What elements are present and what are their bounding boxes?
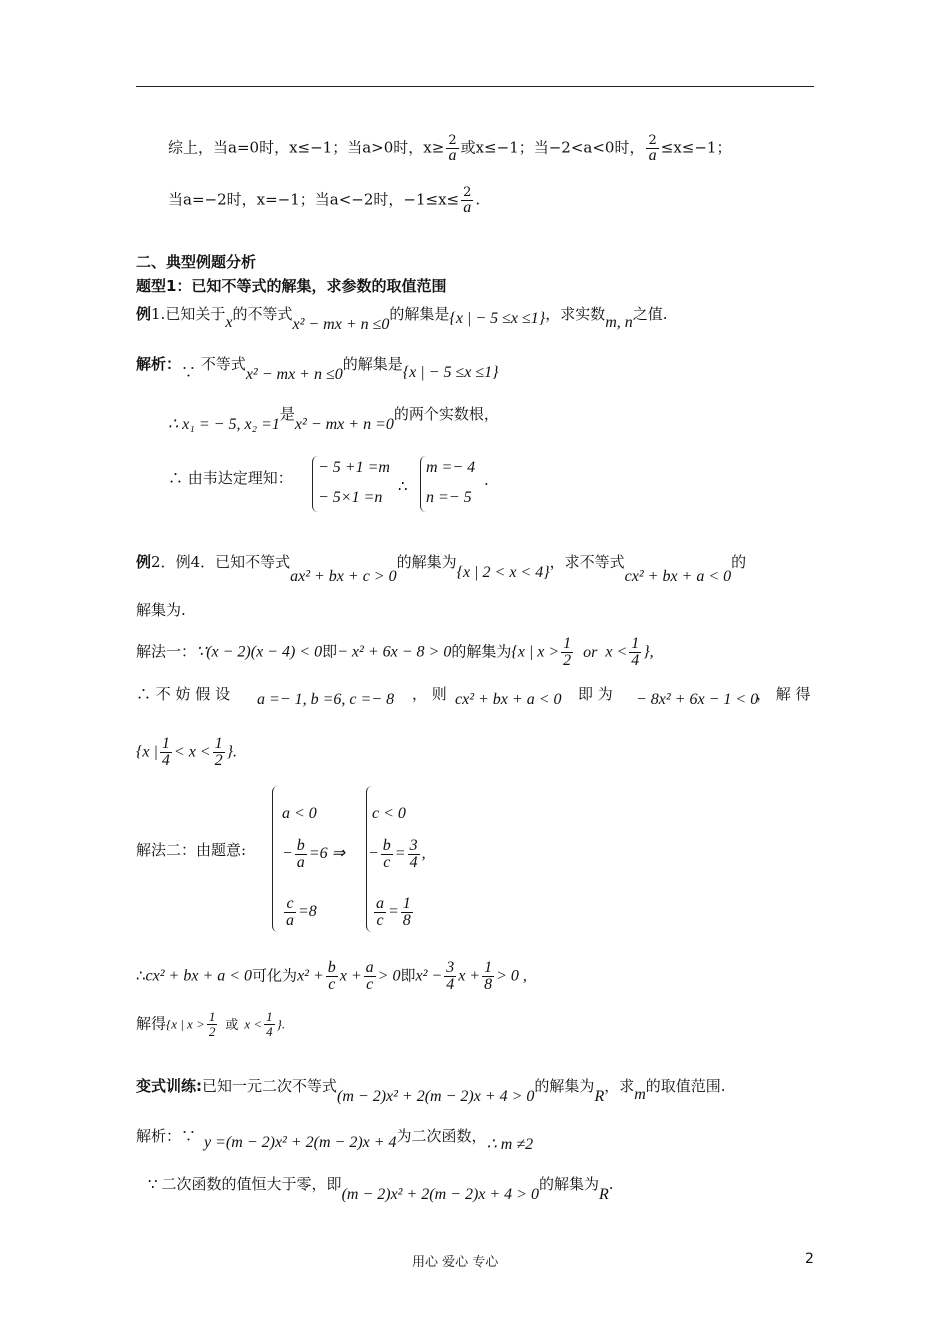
- solution-1-line-2: ∴ x₁ = − 5, x₂ =1是x² − mx + n =0的两个实数根，: [168, 405, 499, 433]
- fraction: $\frac{1}{2}$: [563, 635, 572, 669]
- fraction: $\frac{1}{4}$: [631, 635, 640, 669]
- fraction: $\frac{2}{a}$: [463, 185, 472, 216]
- fraction: $\frac{b}{c}$: [382, 837, 391, 871]
- fraction: $\frac{1}{8}$: [402, 895, 411, 929]
- text: 或x≤−1；当−2<a<0时，: [460, 138, 645, 157]
- text: a>0时，: [362, 138, 424, 157]
- fraction: $\frac{b}{c}$: [327, 959, 336, 993]
- condition: a < 0: [282, 805, 317, 822]
- fraction: $\frac{1}{4}$: [161, 735, 170, 769]
- method-1-line-3: {x | $\frac{1}{4}$ < x < $\frac{1}{2}$ }.: [136, 735, 238, 769]
- fraction: $\frac{b}{a}$: [296, 837, 305, 871]
- method-1-line-1: 解法一：∵(x − 2)(x − 4) < 0即− x² + 6x − 8 > 0的解集为{x | x > $\frac{1}{2}$ or x < $\frac{1}{4}$ },: [136, 635, 654, 669]
- fraction: $\frac{1}{4}$: [266, 1009, 273, 1039]
- footer-text: 用心 爱心 专心: [412, 1255, 499, 1270]
- condition: − $\frac{b}{c}$ = $\frac{3}{4}$ ,: [368, 837, 426, 871]
- condition: $\frac{c}{a}$ =8: [286, 895, 317, 929]
- text: ≤x≤−1；: [660, 138, 732, 157]
- section-title: 二、典型例题分析: [136, 253, 257, 271]
- condition: c < 0: [372, 805, 406, 822]
- text: x≥: [423, 138, 445, 157]
- math-expr: a =− 1, b =6, c =− 8: [257, 691, 395, 708]
- text: 即 为: [578, 685, 613, 703]
- page-number: 2: [805, 1251, 814, 1267]
- example-1: 例1.已知关于x的不等式x² − mx + n ≤0的解集是{x | − 5 ≤x ≤1}，求实数m, n之值.: [136, 305, 668, 333]
- method-2-line-2: ∴cx² + bx + a < 0可化为x² + $\frac{b}{c}$ x + $\frac{a}{c}$ > 0即x² − $\frac{3}{4}$ x + $\frac{1}{8}$ > 0 ,: [136, 959, 527, 993]
- therefore-symbol: ∴: [398, 477, 408, 495]
- header-rule: [136, 86, 814, 87]
- fraction: $\frac{1}{2}$: [214, 735, 223, 769]
- text: 综上，当: [168, 138, 229, 157]
- fraction: $\frac{c}{a}$: [286, 895, 294, 929]
- fraction: $\frac{1}{8}$: [484, 959, 493, 993]
- example-2: 例2．例4．已知不等式ax² + bx + c > 0的解集为{x | 2 < x < 4}，求不等式cx² + bx + a < 0的: [136, 553, 747, 585]
- fraction: $\frac{2}{a}$: [648, 133, 657, 164]
- variation-problem: 变式训练:已知一元二次不等式(m − 2)x² + 2(m − 2)x + 4 > 0的解集为R，求m的取值范围.: [136, 1077, 726, 1105]
- math-expr: − 8x² + 6x − 1 < 0: [636, 691, 759, 708]
- method-2-line-3: 解得{x | x > $\frac{1}{2}$ 或 x < $\frac{1}{4}$ }.: [136, 1009, 286, 1039]
- text: .: [475, 190, 481, 209]
- summary-line-2: [168, 186, 480, 215]
- system-eq: n =− 5: [426, 489, 472, 506]
- math-expr: cx² + bx + a < 0: [455, 691, 562, 708]
- fraction: $\frac{1}{2}$: [208, 1009, 216, 1039]
- summary-line-1: [168, 134, 731, 163]
- fraction: $\frac{3}{4}$: [446, 959, 455, 993]
- solution-1-line-3: ∴ 由韦达定理知：: [168, 469, 293, 487]
- system-eq: − 5 +1 =m: [318, 459, 390, 476]
- condition: − $\frac{b}{a}$ =6 ⇒: [282, 837, 345, 871]
- text: ， 解 得: [756, 685, 811, 703]
- method-2-label: 解法二：由题意:: [136, 841, 247, 859]
- system-eq: − 5×1 =n: [318, 489, 383, 506]
- solution-1-line-1: 解析：∵ 不等式x² − mx + n ≤0的解集是{x | − 5 ≤x ≤1}: [136, 355, 499, 383]
- variation-solution-1: 解析：∵ y =(m − 2)x² + 2(m − 2)x + 4为二次函数，∴ m ≠2: [136, 1127, 534, 1153]
- fraction: $\frac{a}{c}$: [376, 895, 384, 929]
- condition: $\frac{a}{c}$ = $\frac{1}{8}$: [376, 895, 411, 929]
- fraction: $\frac{a}{c}$: [365, 959, 374, 993]
- example-2-tail: 解集为.: [136, 601, 186, 619]
- method-1-line-2: ∴ 不 妨 假 设: [136, 685, 231, 703]
- fraction: $\frac{2}{a}$: [448, 133, 457, 164]
- text: ， 则: [412, 685, 447, 703]
- type-title: 题型1：已知不等式的解集，求参数的取值范围: [136, 277, 447, 295]
- text: a=0时，x≤−1；当: [228, 138, 363, 157]
- text: 当a=−2时，x=−1；当a<−2时，−1≤x≤: [168, 190, 460, 209]
- system-eq: m =− 4: [426, 459, 476, 476]
- fraction: $\frac{3}{4}$: [409, 837, 418, 871]
- brace: [272, 786, 281, 932]
- variation-solution-2: ∵ 二次函数的值恒大于零，即(m − 2)x² + 2(m − 2)x + 4 > 0的解集为R.: [148, 1175, 614, 1203]
- period: .: [484, 471, 489, 489]
